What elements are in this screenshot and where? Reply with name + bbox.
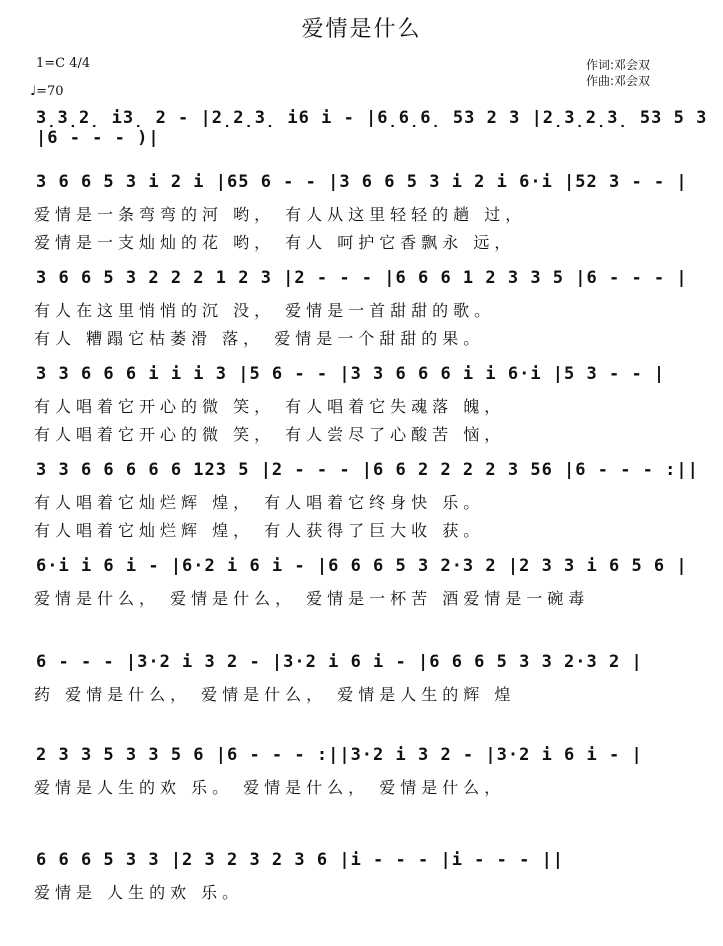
notation-line: 6·i i 6 i - |6·2 i 6 i - |6 6 6 5 3 2·3 2 |2 3 3 i 6 5 6 |	[36, 556, 688, 576]
lyric-verse-2: 有人唱着它开心的微 笑， 有人尝尽了心酸苦 恼，	[34, 425, 506, 444]
lyric-line: 药 爱情是什么， 爱情是什么， 爱情是人生的辉 煌	[34, 685, 516, 704]
key-signature	[36, 56, 90, 71]
notation-line: 3 3 6 6 6 6 6 123 5 |2 - - - |6 6 2 2 2 2 3 56 |6 - - - :||	[36, 460, 699, 480]
lyric-verse-1: 有人在这里悄悄的沉 没， 爱情是一首甜甜的歌。	[34, 301, 496, 320]
song-title: 爱情是什么	[301, 17, 422, 42]
lyric-line: 爱情是 人生的欢 乐。	[34, 883, 244, 902]
tempo-marking: ♩=70	[30, 84, 64, 99]
lyric-line: 爱情是什么， 爱情是什么， 爱情是一杯苦 酒爱情是一碗毒	[34, 589, 590, 608]
notation-line: 3 6 6 5 3 2 2 2 1 2 3 |2 - - - |6 6 6 1 2 3 3 5 |6 - - - |	[36, 268, 688, 288]
score-row	[0, 850, 723, 946]
notation-line: 3 6 6 5 3 i 2 i |65 6 - - |3 6 6 5 3 i 2 i 6·i |52 3 - - |	[36, 172, 688, 192]
lyric-line: 爱情是人生的欢 乐。 爱情是什么， 爱情是什么，	[34, 778, 506, 797]
lyric-verse-2: 有人唱着它灿烂辉 煌， 有人获得了巨大收 获。	[34, 521, 485, 540]
time-signature: 4/4	[69, 56, 91, 71]
score-row	[0, 364, 723, 460]
score-row	[0, 556, 723, 652]
notation-line: 3 3 6 6 6 i i i 3 |5 6 - - |3 3 6 6 6 i i 6·i |5 3 - - |	[36, 364, 666, 384]
lyric-verse-2: 爱情是一支灿灿的花 哟， 有人 呵护它香飘永 远，	[34, 233, 516, 252]
key-label: 1=C	[36, 56, 66, 71]
score-row	[0, 172, 723, 268]
score-row	[0, 745, 723, 841]
lyric-verse-1: 有人唱着它灿烂辉 煌， 有人唱着它终身快 乐。	[34, 493, 485, 512]
lyricist-credit: 作词:邓会双	[586, 58, 651, 72]
notation-line: 3̣3̣2̣ i3̣ 2 - |2̣2̣3̣ i6 i - |6̣6̣6̣ 53 2 3 |2̣3̣2̣3̣ 53 5 3 |6 - - - )|	[36, 108, 708, 148]
lyric-verse-2: 有人 糟蹋它枯萎滑 落， 爱情是一个甜甜的果。	[34, 329, 485, 348]
score-row	[0, 652, 723, 748]
score-row	[0, 268, 723, 364]
notation-line: 6 6 6 5 3 3 |2 3 2 3 2 3 6 |i - - - |i - - - ||	[36, 850, 565, 870]
lyric-verse-1: 有人唱着它开心的微 笑， 有人唱着它失魂落 魄，	[34, 397, 506, 416]
notation-line: 2 3 3 5 3 3 5 6 |6 - - - :||3·2 i 3 2 - |3·2 i 6 i - |	[36, 745, 643, 765]
composer-credit: 作曲:邓会双	[586, 74, 651, 88]
notation-line: 6 - - - |3·2 i 3 2 - |3·2 i 6 i - |6 6 6 5 3 3 2·3 2 |	[36, 652, 643, 672]
score-row	[0, 460, 723, 556]
lyric-verse-1: 爱情是一条弯弯的河 哟， 有人从这里轻轻的趟 过，	[34, 205, 527, 224]
